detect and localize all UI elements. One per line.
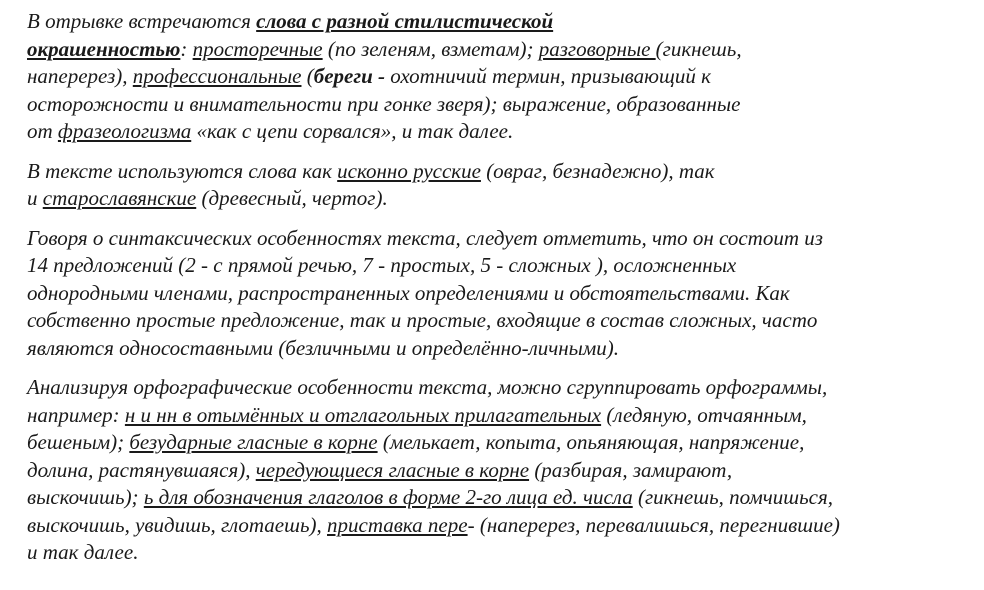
- text-line: [27, 307, 967, 335]
- underlined-term: слова с разной стилистической: [256, 9, 554, 33]
- text-segment: от: [27, 119, 58, 143]
- underlined-term: старославянские: [42, 186, 197, 210]
- text-line: [27, 36, 967, 64]
- text-segment: охотничий термин, призывающий к: [385, 64, 711, 88]
- text-line: [27, 512, 967, 540]
- text-line: [27, 457, 967, 485]
- text-line: [27, 429, 967, 457]
- underlined-term: н и нн в отымённых и отглагольных прилагательных: [124, 402, 602, 427]
- text-line: [27, 484, 967, 512]
- text-line: [27, 63, 967, 91]
- underlined-term: просторечные: [192, 36, 323, 61]
- text-line: [27, 158, 967, 186]
- document-body: [27, 8, 967, 579]
- text-segment: и: [27, 186, 43, 210]
- text-segment: (ледяную, отчаянным,: [601, 402, 807, 427]
- text-segment: (древесный, чертог).: [196, 186, 388, 210]
- text-segment: (овраг, безнадежно), так: [480, 158, 715, 183]
- text-segment: «как с цепи сорвался», и так далее.: [191, 119, 514, 143]
- text-line: [27, 280, 967, 308]
- text-segment: (мелькает, копыта, опьяняющая, напряжение,: [377, 430, 805, 454]
- text-line: [27, 374, 967, 402]
- text-segment: являются односоставными (безличными и определённо-личными).: [27, 335, 620, 360]
- text-line: [27, 91, 967, 119]
- paragraph-stylistic-coloring: [27, 8, 967, 146]
- text-segment: В тексте используются слова как: [27, 158, 338, 183]
- text-line: [27, 539, 967, 567]
- text-segment: наперерез),: [27, 64, 133, 88]
- underlined-term: разговорные: [538, 36, 656, 61]
- text-line: [27, 402, 967, 430]
- text-segment: :: [180, 36, 193, 61]
- underlined-term: ь для обозначения глаголов в форме 2-го лица ед. числа: [143, 485, 633, 509]
- paragraph-orthography: [27, 374, 967, 567]
- text-segment: (гикнешь, помчишься,: [632, 485, 833, 509]
- text-line: [27, 225, 967, 253]
- text-segment: долина, растянувшаяся),: [27, 457, 256, 482]
- text-segment: и так далее.: [27, 540, 139, 564]
- text-segment: осторожности и внимательности при гонке зверя); выражение, образованные: [27, 91, 741, 116]
- text-segment: выскочишь, увидишь, глотаешь),: [27, 512, 328, 537]
- underlined-term: безударные гласные в корне: [129, 430, 378, 454]
- paragraph-syntax: [27, 225, 967, 363]
- text-segment: 14 предложений (2 - с прямой речью, 7 - простых, 5 - сложных ), осложненных: [27, 253, 737, 277]
- text-segment: - (наперерез, перевалишься, перегнившие): [467, 512, 840, 537]
- text-segment: (разбирая, замирают,: [529, 457, 733, 482]
- text-segment: собственно простые предложение, так и простые, входящие в состав сложных, часто: [27, 308, 818, 332]
- text-line: [27, 185, 967, 213]
- underlined-term: приставка пере: [327, 512, 468, 537]
- text-segment: (гикнешь,: [655, 36, 742, 61]
- text-line: [27, 252, 967, 280]
- text-segment: например:: [27, 402, 125, 427]
- underlined-term: фразеологизма: [57, 119, 192, 143]
- text-segment: однородными членами, распространенных определениями и обстоятельствами. Как: [27, 280, 790, 305]
- text-line: [27, 335, 967, 363]
- underlined-term: чередующиеся гласные в корне: [255, 457, 530, 482]
- text-segment: В отрывке встречаются: [27, 9, 257, 33]
- text-segment: бешеным);: [27, 430, 130, 454]
- text-segment: (по зеленям, взметам);: [322, 36, 539, 61]
- text-segment: выскочишь);: [27, 485, 144, 509]
- underlined-term: профессиональные: [132, 64, 302, 88]
- text-segment: (: [301, 64, 314, 88]
- text-line: [27, 118, 967, 146]
- paragraph-word-origin: [27, 158, 967, 213]
- underlined-term: исконно русские: [337, 158, 481, 183]
- text-line: [27, 8, 967, 36]
- bold-term: береги -: [313, 64, 386, 88]
- underlined-term: окрашенностью: [27, 36, 181, 61]
- text-segment: Анализируя орфографические особенности текста, можно сгруппировать орфограммы,: [27, 375, 828, 399]
- text-segment: Говоря о синтаксических особенностях текста, следует отметить, что он состоит из: [27, 225, 823, 250]
